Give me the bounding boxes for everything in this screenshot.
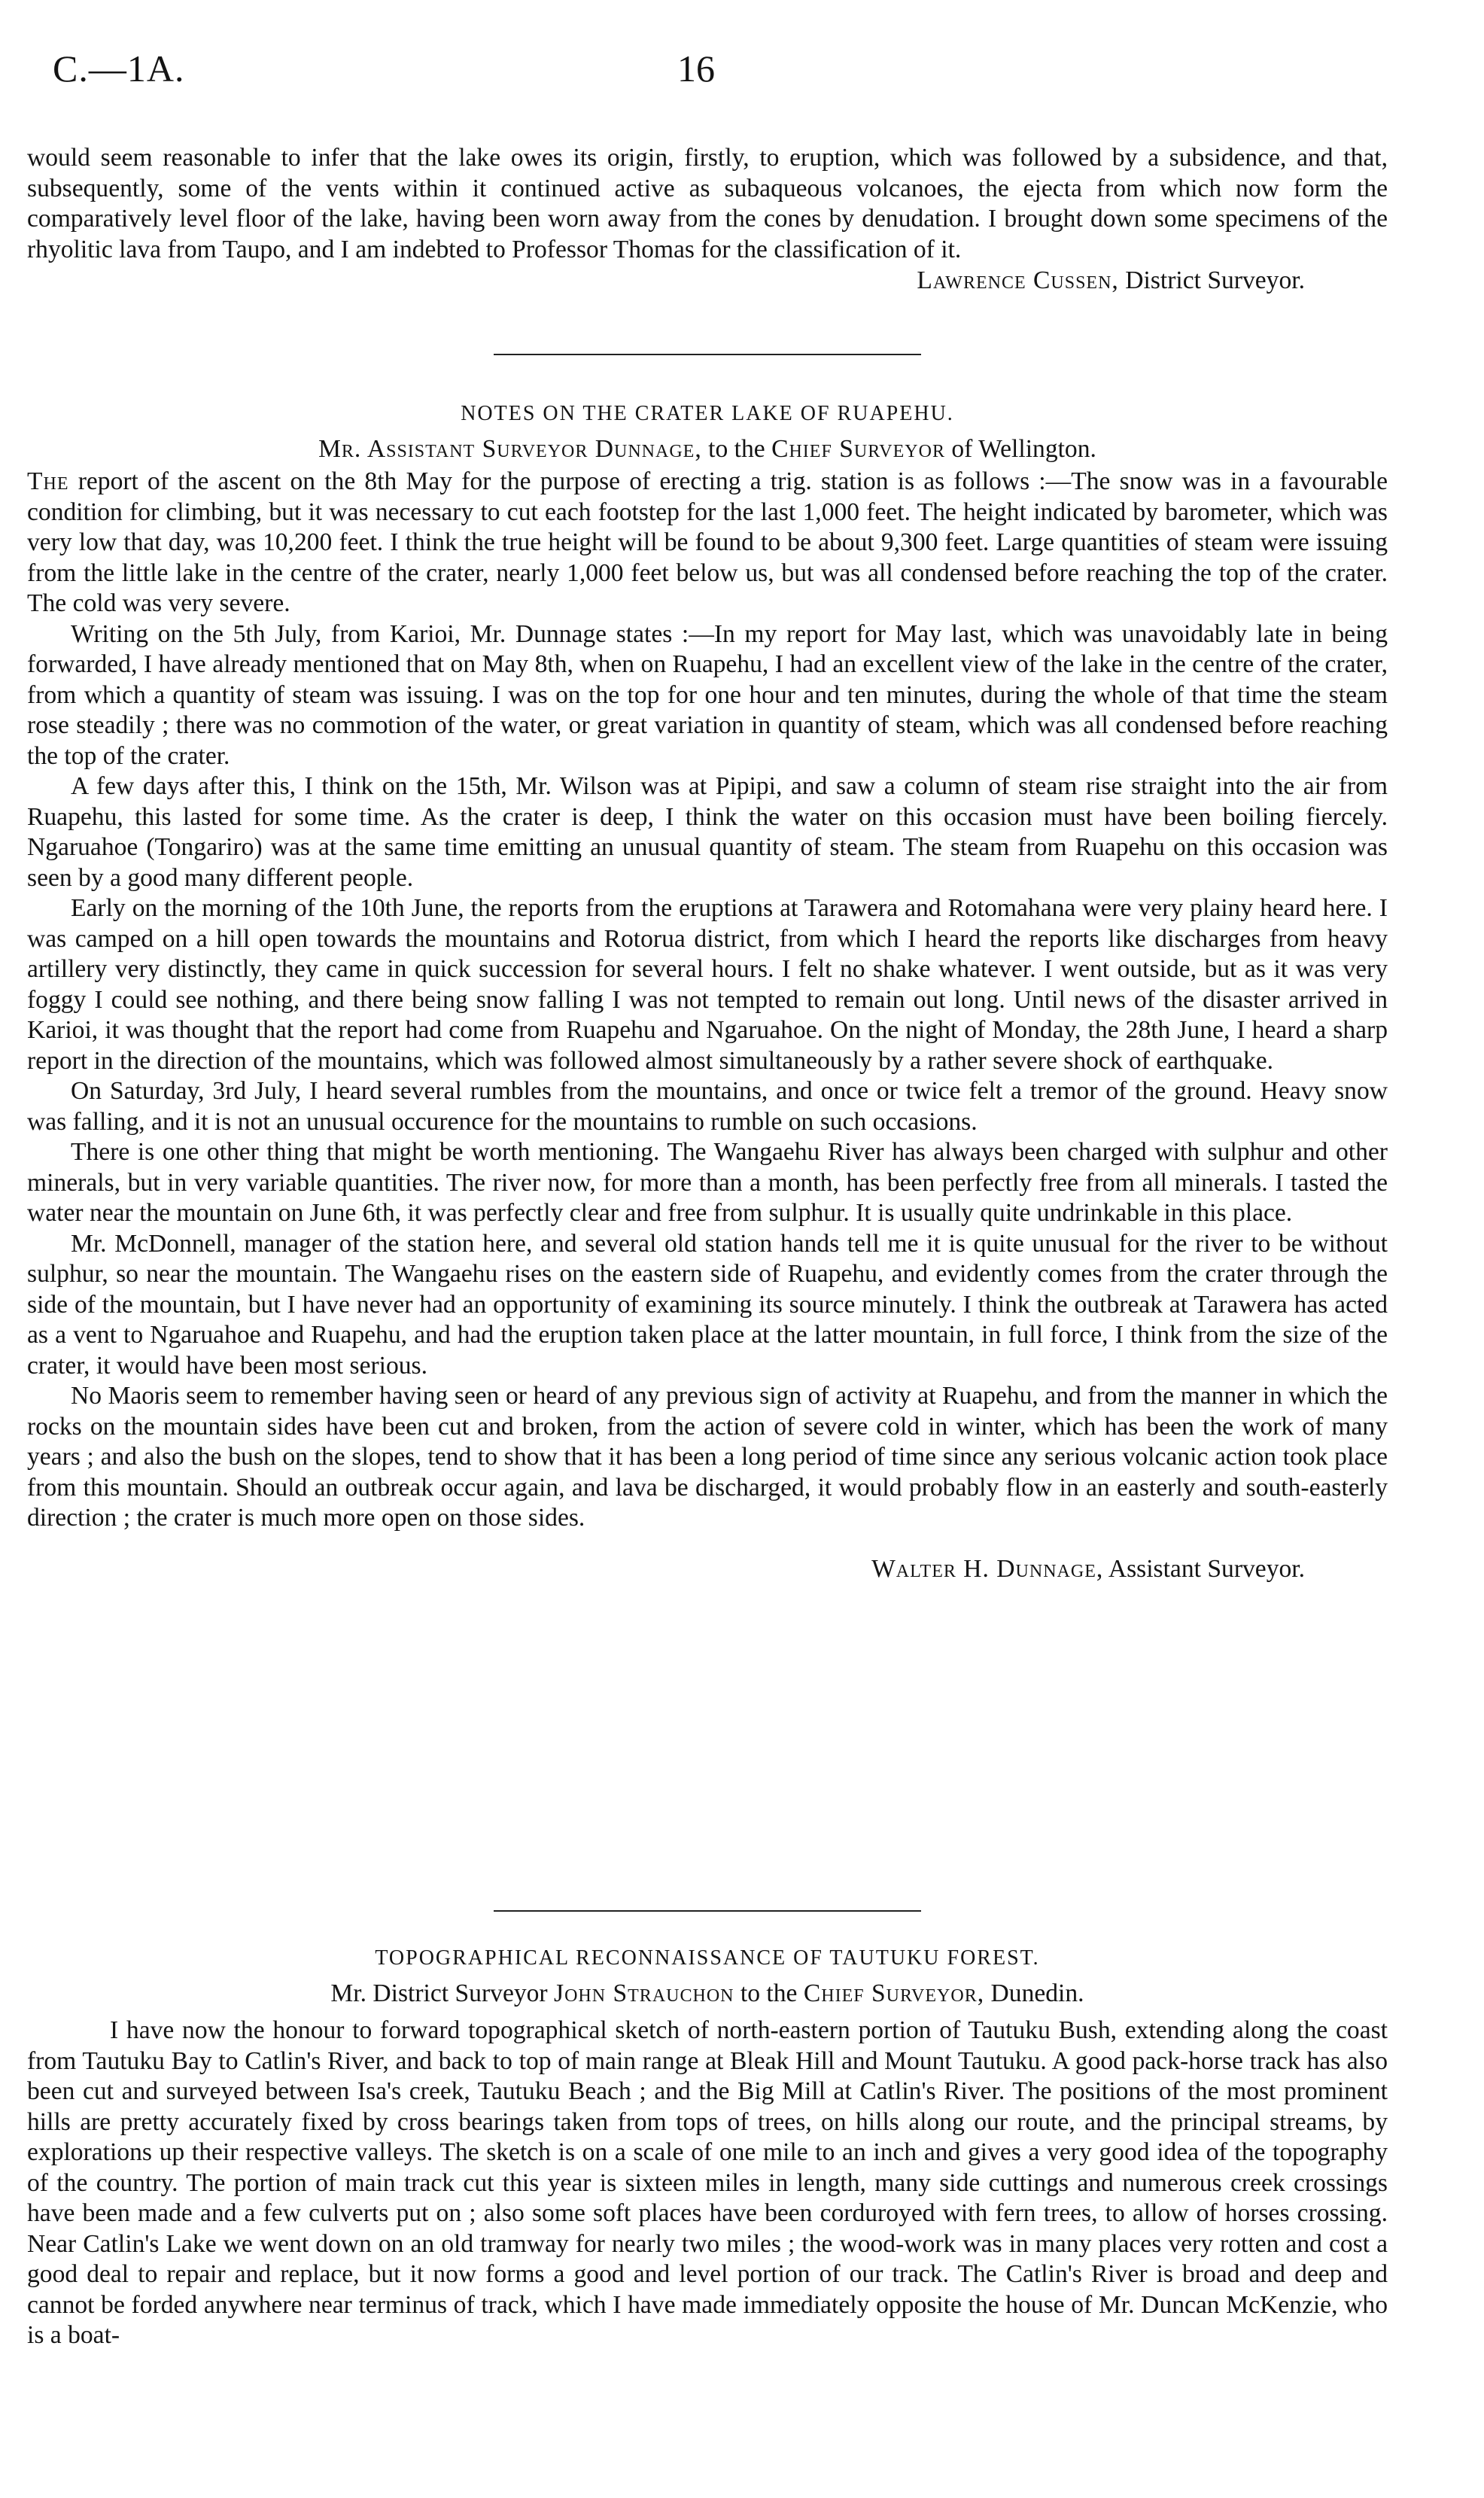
divider-rule xyxy=(494,354,921,355)
author-role: Mr. District Surveyor xyxy=(330,1979,548,2007)
section-divider xyxy=(27,354,1388,355)
signature xyxy=(27,265,1388,297)
report-code: C.—1A. xyxy=(53,47,185,90)
page-number: 16 xyxy=(677,47,715,90)
section-subtitle xyxy=(27,1978,1388,2010)
section-cussen-report xyxy=(27,143,1388,297)
author: John Strauchon xyxy=(554,1979,734,2007)
section-divider xyxy=(27,1910,1388,1912)
section-title: TOPOGRAPHICAL RECONNAISSANCE OF TAUTUKU FOREST. xyxy=(375,1946,1040,1970)
signature-title: District Surveyor. xyxy=(1125,266,1305,294)
recipient-place: Dunedin. xyxy=(990,1979,1084,2007)
section-title: NOTES ON THE CRATER LAKE OF RUAPEHU. xyxy=(461,402,954,425)
paragraph: On Saturday, 3rd July, I heard several rumbles from the mountains, and once or twice felt a tremor of the ground. Heavy snow was falling, and it is not an unusual occurence for the mountains to rumble on such occasions. xyxy=(27,1077,1388,1136)
recipient: Chief Surveyor xyxy=(771,435,945,463)
paragraph xyxy=(27,467,1388,619)
paragraph: Mr. McDonnell, manager of the station here, and several old station hands tell me it is quite unusual for the river to be without sulphur, so near the mountain. The Wangaehu rises on the eastern side of Ruapehu, and evidently comes from the crater through the side of the mountain, but I have never had an opportunity of examining its source minutely. I think the outbreak at Tarawera has acted as a vent to Ngaruahoe and Ruapehu, and had the eruption taken place at the latter mountain, in full force, I think from the size of the crater, it would have been most serious. xyxy=(27,1229,1388,1380)
paragraph: There is one other thing that might be worth mentioning. The Wangaehu River has always been charged with sulphur and other minerals, but in very variable quantities. The river now, for more than a month, has been perfectly free from all minerals. I tasted the water near the mountain on June 6th, it was perfectly clear and free from sulphur. It is usually quite undrinkable in this place. xyxy=(27,1138,1388,1227)
signature xyxy=(27,1553,1388,1585)
recipient: Chief Surveyor, xyxy=(803,1979,985,2007)
paragraph: A few days after this, I think on the 15th, Mr. Wilson was at Pipipi, and saw a column of steam rise straight into the air from Ruapehu, this lasted for some time. As the crater is deep, I think the water on this occasion must have been boiling fiercely. Ngaruahoe (Tongariro) was at the same time emitting an unusual quantity of steam. The steam from Ruapehu on this occasion was seen by a good many different people. xyxy=(27,772,1388,892)
paragraph-text: report of the ascent on the 8th May for the purpose of erecting a trig. station is as follows :—The snow was in a favourable condition for climbing, but it was necessary to cut each footstep for the last 1,000 feet. The height indicated by barometer, which was very low that day, was 10,200 feet. I think the true height will be found to be about 9,300 feet. Large quantities of steam were issuing from the little lake in the centre of the crater, nearly 1,000 feet below us, but was all condensed before reaching the top of the crater. The cold was very severe. xyxy=(27,467,1388,617)
author: Mr. Assistant Surveyor Dunnage, xyxy=(318,435,702,463)
paragraph: No Maoris seem to remember having seen or heard of any previous sign of activity at Ruapehu, and from the manner in which the rocks on the mountain sides have been cut and broken, from the action of severe cold in winter, which has been the work of many years ; and also the bush on the slopes, tend to show that it has been a long period of time since any serious volcanic action took place from this mountain. Should an outbreak occur again, and lava be discharged, it would probably flow in an easterly and south-easterly direction ; the crater is much more open on those sides. xyxy=(27,1382,1388,1532)
paragraph: I have now the honour to forward topographical sketch of north-eastern portion of Tautuku Bush, extending along the coast from Tautuku Bay to Catlin's River, and back to top of main range at Bleak Hill and Mount Tautuku. A good pack-horse track has also been cut and surveyed between Isa's creek, Tautuku Beach ; and the Big Mill at Catlin's River. The positions of the most prominent hills are pretty accurately fixed by cross bearings taken from tops of trees, on hills along our route, and the principal streams, by explorations up their respective valleys. The sketch is on a scale of one mile to an inch and gives a very good idea of the topography of the country. The portion of main track cut this year is sixteen miles in length, many side cuttings and numerous creek crossings have been made and a few culverts put on ; also some soft places have been corduroyed with fern trees, to allow of horses crossing. Near Catlin's Lake we went down on an old tramway for nearly two miles ; the wood-work was in many places very rotten and cost a good deal to repair and replace, but it now forms a good and level portion of our track. The Catlin's River is broad and deep and cannot be forded anywhere near terminus of track, which I have made immediately opposite the house of Mr. Duncan McKenzie, who is a boat- xyxy=(27,2016,1388,2349)
signature-name: Lawrence Cussen, xyxy=(917,266,1119,294)
paragraph: Early on the morning of the 10th June, the reports from the eruptions at Tarawera and Rotomahana were very plainy heard here. I was camped on a hill open towards the mountains and Rotorua district, from which I heard the reports like discharges from heavy artillery very distinctly, they came in quick succession for several hours. I felt no shake whatever. I went outside, but as it was very foggy I could see nothing, and there being snow falling I was not tempted to remain out long. Until news of the disaster arrived in Karioi, it was thought that the report had come from Ruapehu and Ngaruahoe. On the night of Monday, the 28th June, I heard a sharp report in the direction of the mountains, which was followed almost simultaneously by a rather severe shock of earthquake. xyxy=(27,894,1388,1075)
subtitle-connector: to the xyxy=(740,1979,798,2007)
section-tautuku-reconnaissance xyxy=(27,1943,1388,2351)
lead-word: The xyxy=(27,467,69,495)
section-ruapehu-notes xyxy=(27,399,1388,1585)
signature-title: Assistant Surveyor. xyxy=(1108,1554,1305,1583)
section-subtitle xyxy=(27,434,1388,465)
paragraph: Writing on the 5th July, from Karioi, Mr. Dunnage states :—In my report for May last, which was unavoidably late in being forwarded, I have already mentioned that on May 8th, when on Ruapehu, I had an excellent view of the lake in the centre of the crater, from which a quantity of steam was issuing. I was on the top for one hour and ten minutes, during the whole of that time the steam rose steadily ; there was no commotion of the water, or great variation in quantity of steam, which was all condensed before reaching the top of the crater. xyxy=(27,619,1388,770)
recipient-place: of Wellington. xyxy=(951,435,1096,463)
subtitle-connector: to the xyxy=(708,435,765,463)
paragraph: would seem reasonable to infer that the lake owes its origin, firstly, to eruption, which was followed by a subsidence, and that, subsequently, some of the vents within it continued active as subaqueous volcanoes, the ejecta from which now form the comparatively level floor of the lake, having been worn away from the cones by denudation. I brought down some specimens of the rhyolitic lava from Taupo, and I am indebted to Professor Thomas for the classification of it. xyxy=(27,144,1388,263)
signature-name: Walter H. Dunnage, xyxy=(871,1554,1104,1583)
divider-rule xyxy=(494,1910,921,1912)
